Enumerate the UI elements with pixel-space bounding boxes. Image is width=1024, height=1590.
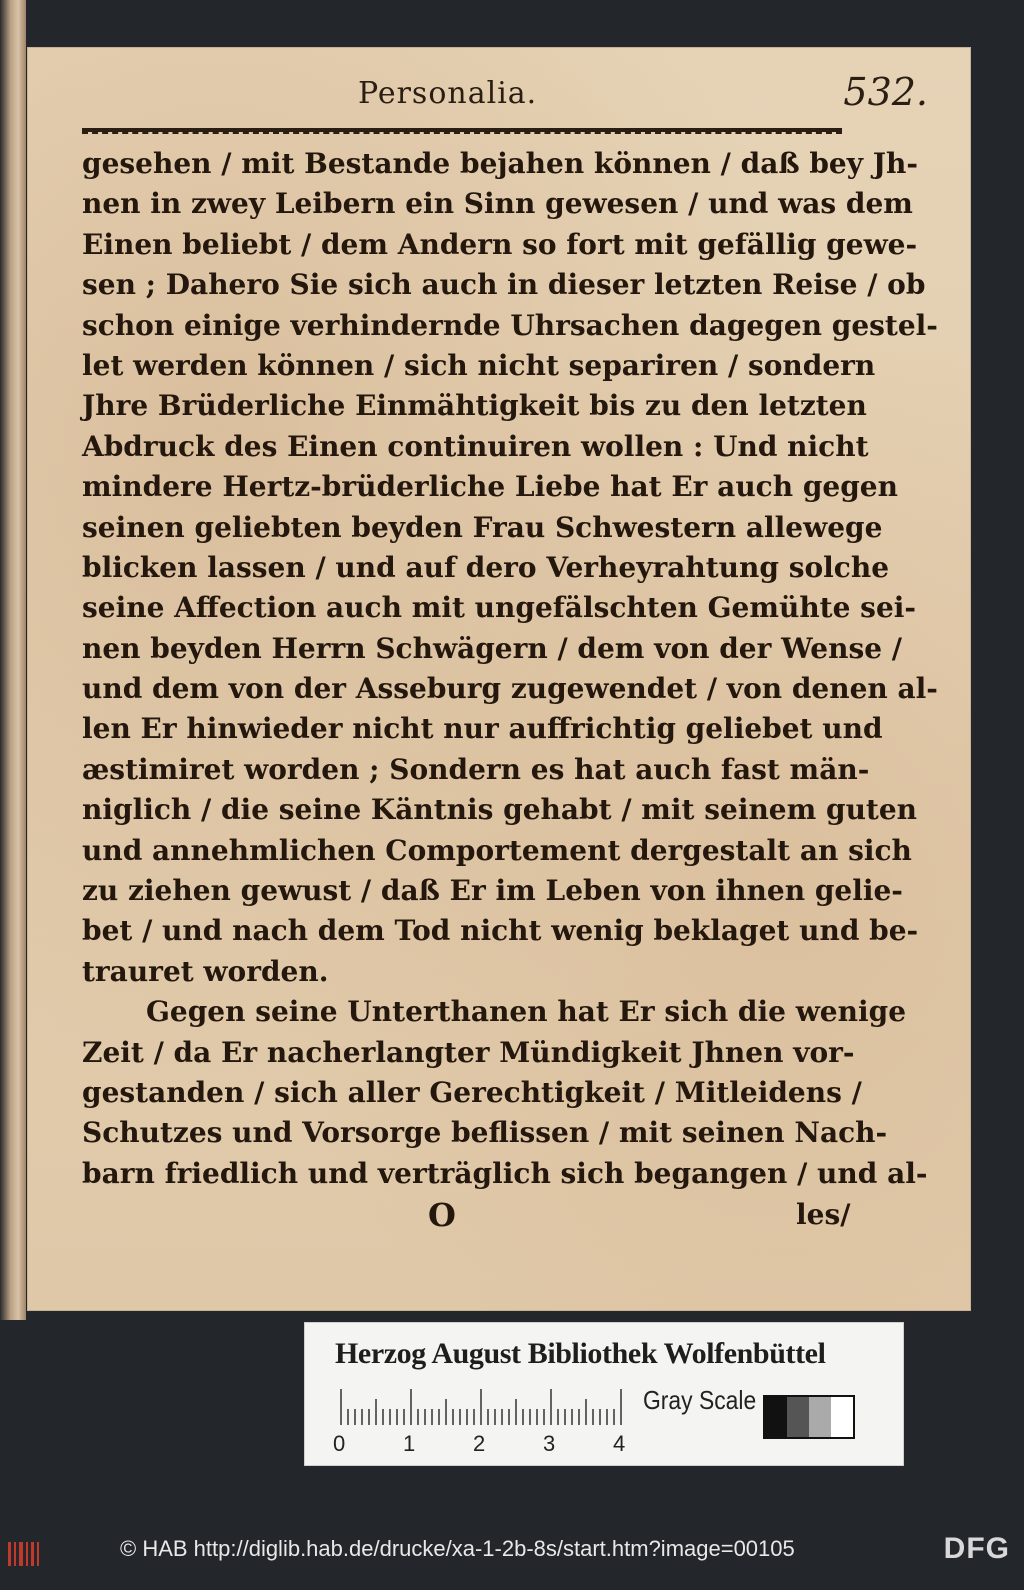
library-color-card	[304, 1322, 904, 1466]
running-head: Personalia.	[358, 76, 538, 111]
text-line: schon einige verhindernde Uhrsachen dagegen gestel-	[82, 308, 938, 342]
text-line: barn friedlich und verträglich sich begangen / und al-	[82, 1156, 928, 1190]
gray-swatch	[831, 1397, 853, 1437]
header-rule	[82, 128, 842, 134]
text-line: seinen geliebten beyden Frau Schwestern allewege	[82, 510, 883, 544]
text-line: Jhre Brüderliche Einmähtigkeit bis zu den letzten	[82, 389, 867, 423]
gray-swatch	[787, 1397, 809, 1437]
text-line: nen beyden Herrn Schwägern / dem von der Wense /	[82, 631, 903, 665]
text-line: Einen beliebt / dem Andern so fort mit gefällig gewe-	[82, 227, 918, 261]
text-line: len Er hinwieder nicht nur auffrichtig geliebet und	[82, 712, 883, 746]
text-line: und annehmlichen Comportement dergestalt an sich	[82, 833, 912, 867]
text-line: æstimiret worden ; Sondern es hat auch fast män-	[82, 752, 870, 786]
gray-scale-bar	[763, 1395, 855, 1439]
ruler-number: 4	[613, 1431, 626, 1456]
text-line: sen ; Dahero Sie sich auch in dieser letzten Reise / ob	[82, 268, 926, 302]
library-name: Herzog August Bibliothek Wolfenbüttel	[335, 1337, 826, 1370]
ruler-number: 3	[543, 1431, 556, 1456]
footer-bar	[0, 1532, 1024, 1590]
text-line: bet / und nach dem Tod nicht wenig beklaget und be-	[82, 914, 919, 948]
page-number: 532.	[843, 70, 928, 114]
text-line: zu ziehen gewust / daß Er im Leben von ihnen gelie-	[82, 874, 903, 908]
text-line: trauret worden.	[82, 954, 329, 988]
text-line: Zeit / da Er nacherlangter Mündigkeit Jhnen vor-	[82, 1035, 855, 1069]
copyright-url[interactable]: © HAB http://diglib.hab.de/drucke/xa-1-2b-8s/start.htm?image=00105	[120, 1536, 795, 1561]
text-line: gesehen / mit Bestande bejahen können / daß bey Jh-	[82, 147, 918, 180]
page-body-text	[82, 144, 938, 1194]
text-line: mindere Hertz-brüderliche Liebe hat Er auch gegen	[82, 470, 898, 504]
text-line: niglich / die seine Käntnis gehabt / mit seinem guten	[82, 793, 918, 827]
text-line: Gegen seine Unterthanen hat Er sich die wenige	[146, 995, 907, 1029]
gray-swatch	[809, 1397, 831, 1437]
text-line: gestanden / sich aller Gerechtigkeit / Mitleidens /	[82, 1075, 862, 1109]
dfg-logo: DFG	[943, 1532, 1010, 1565]
book-page	[28, 48, 970, 1310]
gray-scale-label: Gray Scale	[643, 1385, 757, 1415]
ruler-number: 1	[403, 1431, 416, 1456]
text-line: seine Affection auch mit ungefälschten Gemühte sei-	[82, 591, 917, 625]
adjacent-page-edge	[0, 0, 26, 1320]
measuring-ruler	[339, 1387, 629, 1427]
gray-swatch	[765, 1397, 787, 1437]
text-line: und dem von der Asseburg zugewendet / von denen al-	[82, 672, 938, 706]
text-line: nen in zwey Leibern ein Sinn gewesen / und was dem	[82, 187, 913, 221]
catchword: les/	[796, 1198, 851, 1231]
text-line: Abdruck des Einen continuiren wollen : Und nicht	[82, 429, 869, 463]
ruler-number: 2	[473, 1431, 486, 1456]
text-line: blicken lassen / und auf dero Verheyrahtung solche	[82, 550, 890, 584]
text-line: let werden können / sich nicht separiren / sondern	[82, 348, 876, 382]
barcode-icon	[6, 1538, 44, 1570]
signature-mark: O	[428, 1196, 456, 1234]
text-line: Schutzes und Vorsorge beflissen / mit seinen Nach-	[82, 1116, 888, 1150]
ruler-number: 0	[333, 1431, 346, 1456]
